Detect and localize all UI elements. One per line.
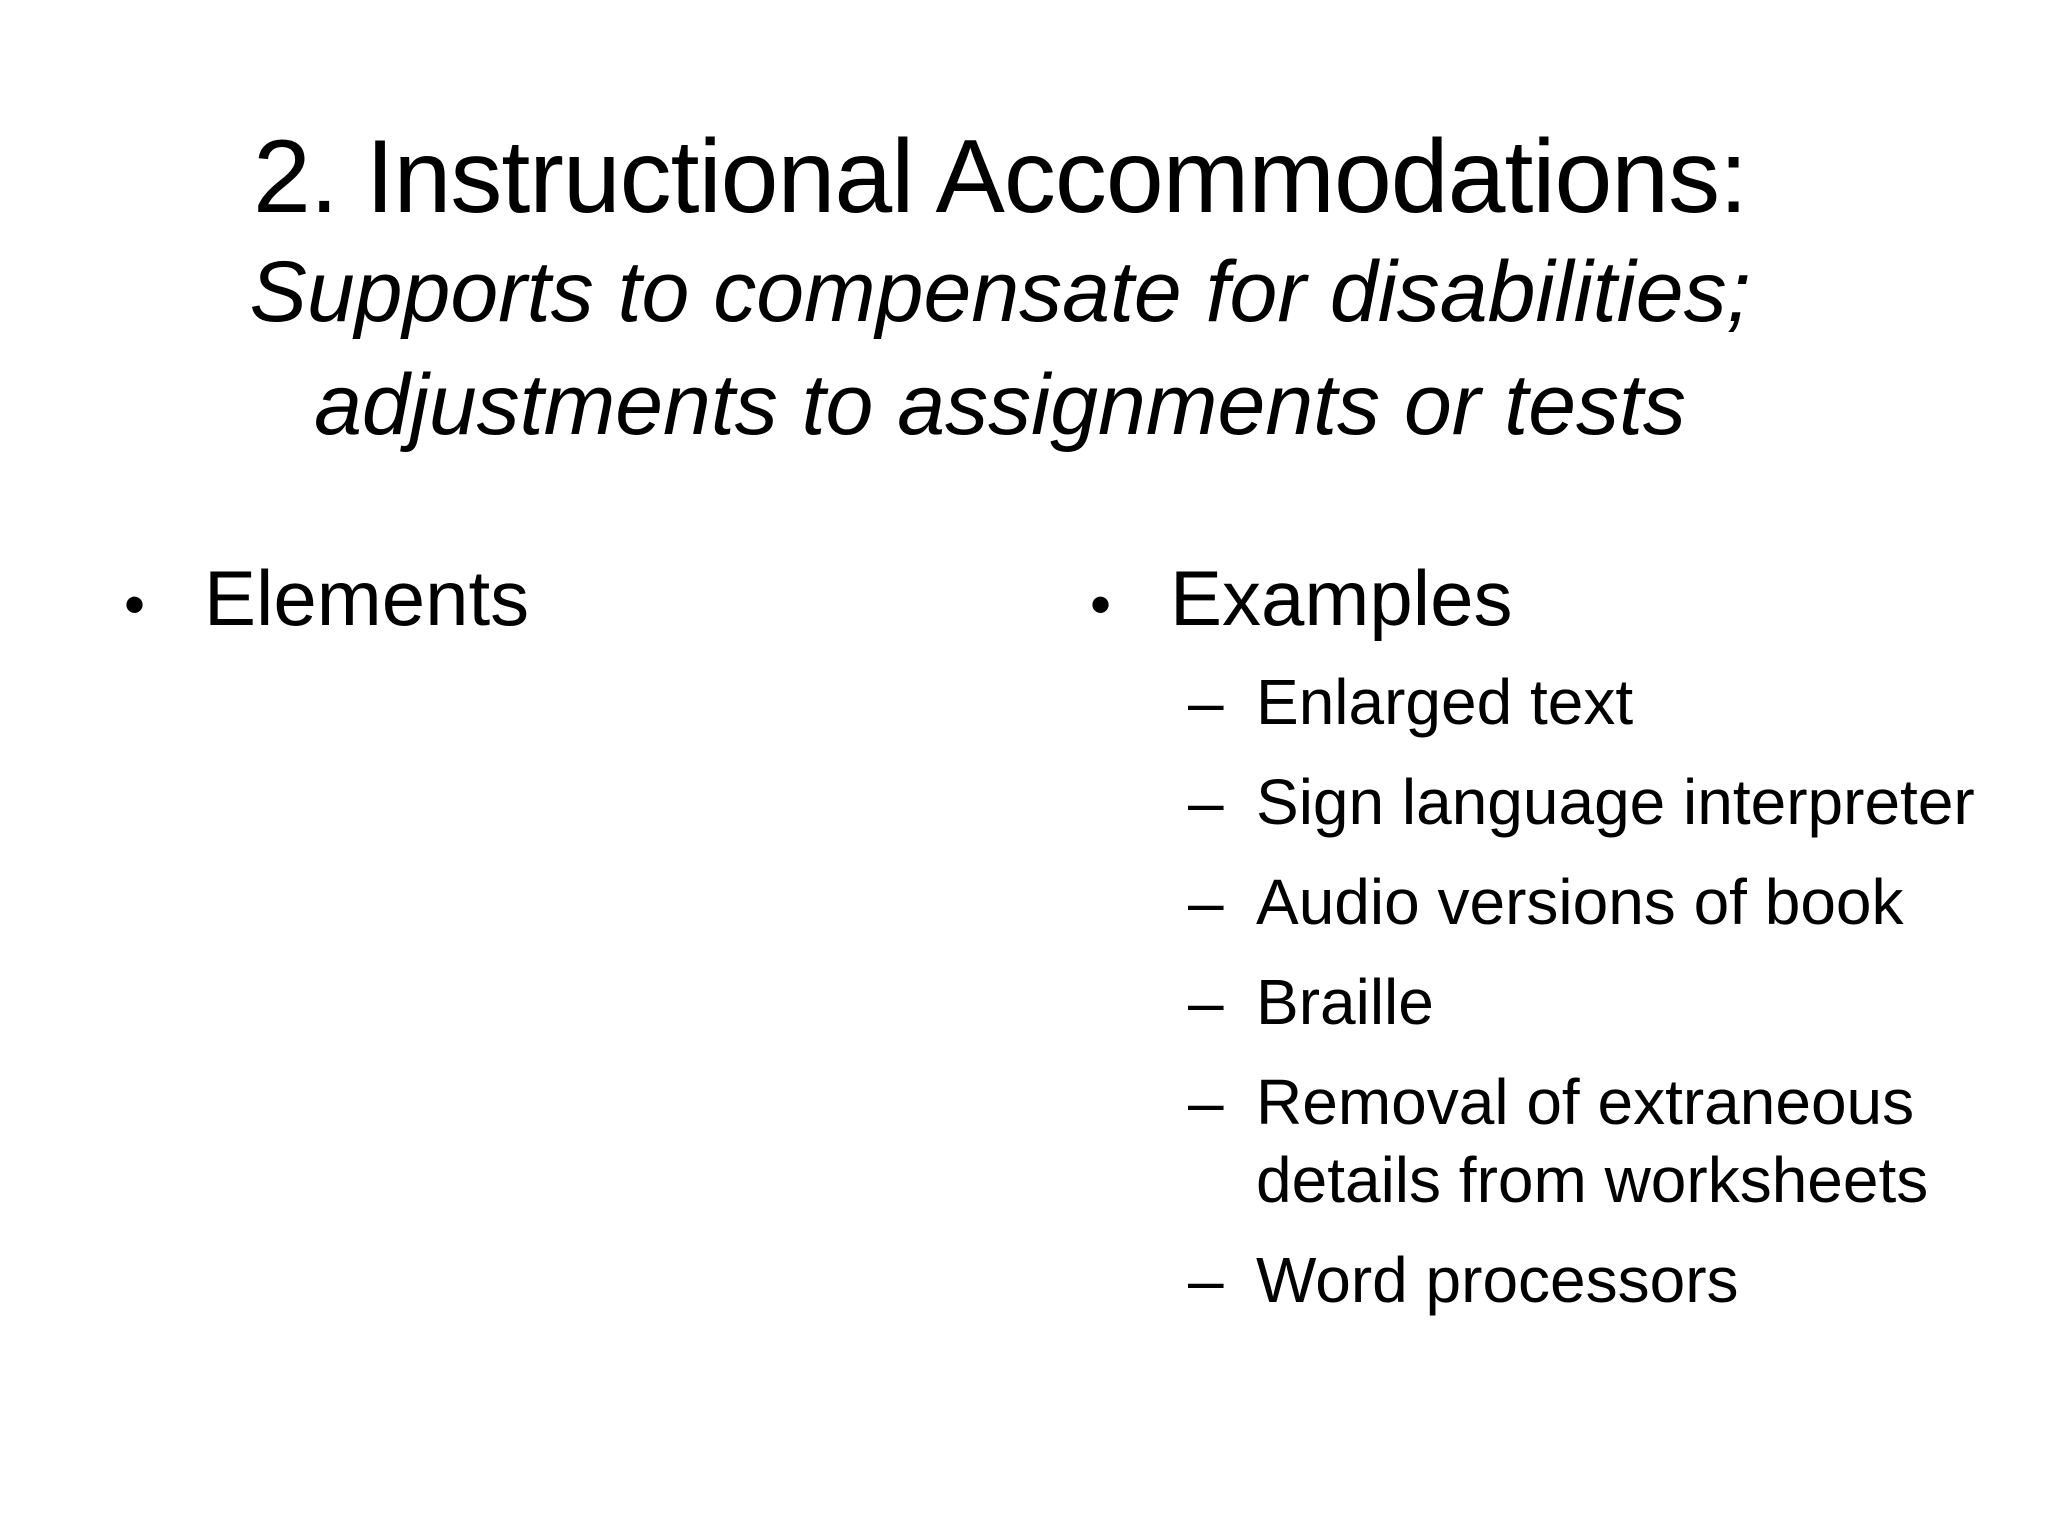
bullet-icon: • [1090,571,1112,638]
list-item [1188,1241,1990,1319]
bullet-elements [124,548,984,655]
examples-list [1188,663,1990,1319]
right-column [1090,548,1990,1319]
list-item [1188,663,1990,741]
slide-title: 2. Instructional Accommodations: [252,119,1748,235]
list-item-text: Enlarged text [1256,666,1634,738]
dash-icon: – [1188,1244,1224,1316]
bullet-label: Elements [204,554,530,642]
slide-subtitle-line-2: adjustments to assignments or tests [314,357,1686,453]
list-item-text: Audio versions of book [1256,866,1904,938]
list-item-text: Word processors [1256,1244,1739,1316]
bullet-label: Examples [1170,554,1513,642]
list-item [1188,763,1990,841]
list-item-text: Removal of extraneous details from worksheets [1256,1066,1929,1216]
title-block [0,118,2000,462]
list-item [1188,1063,1990,1219]
bullet-examples [1090,548,1990,655]
dash-icon: – [1188,966,1224,1038]
left-column [124,548,984,655]
dash-icon: – [1188,666,1224,738]
bullet-icon: • [124,571,146,638]
list-item [1188,863,1990,941]
list-item [1188,963,1990,1041]
dash-icon: – [1188,766,1224,838]
list-item-text: Sign language interpreter [1256,766,1975,838]
slide-subtitle-line-1: Supports to compensate for disabilities; [249,244,1751,340]
dash-icon: – [1188,866,1224,938]
dash-icon: – [1188,1066,1224,1138]
list-item-text: Braille [1256,966,1434,1038]
